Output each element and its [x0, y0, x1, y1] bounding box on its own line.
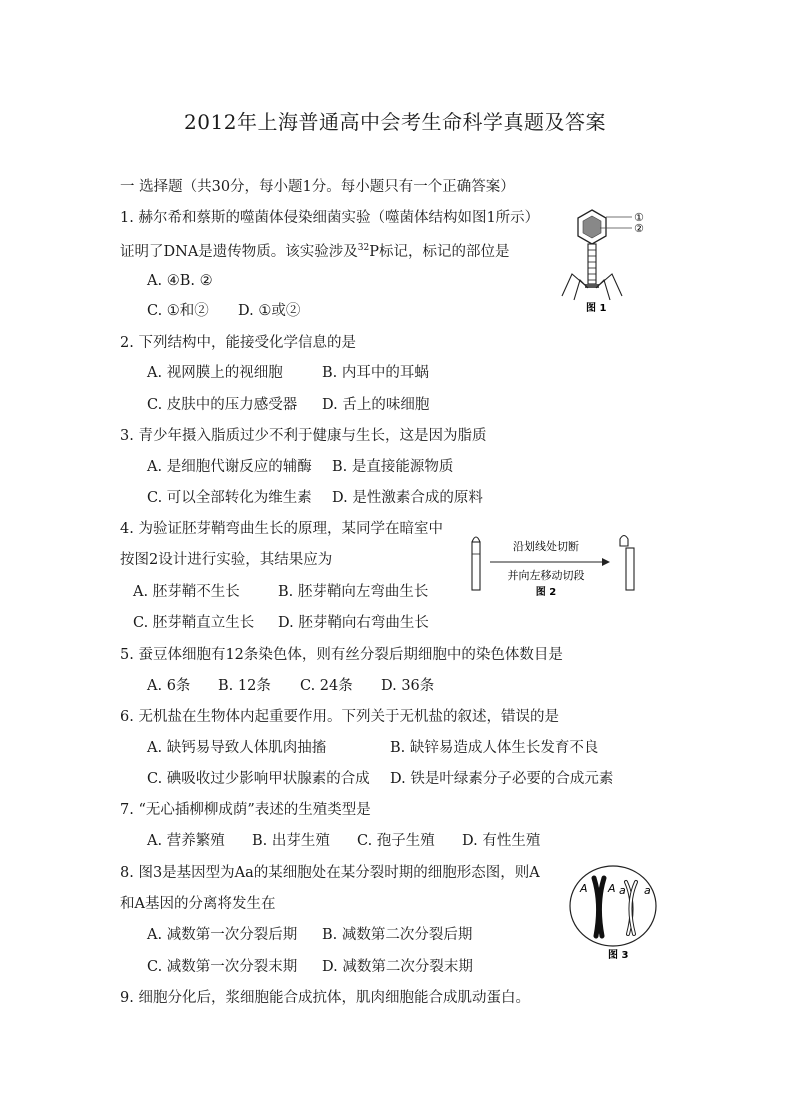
q8-option-d: D. 减数第二次分裂末期: [322, 959, 473, 975]
q3-option-d: D. 是性激素合成的原料: [332, 490, 483, 506]
q6-option-b: B. 缺锌易造成人体生长发育不良: [390, 740, 599, 756]
q9-stem: 9. 细胞分化后，浆细胞能合成抗体，肌肉细胞能合成肌动蛋白。: [120, 990, 530, 1006]
q7-option-b: B. 出芽生殖: [252, 833, 330, 849]
q1-isotope-superscript: 32: [357, 243, 370, 253]
q4-stem-line2: 按图2设计进行实验，其结果应为: [120, 552, 333, 568]
figure-3-gene-a-left: a: [619, 884, 626, 897]
page-title: 2012年上海普通高中会考生命科学真题及答案: [184, 110, 606, 134]
figure-2-caption: 图 2: [535, 587, 557, 598]
q1-stem-part2: P标记，标记的部位是: [369, 243, 510, 260]
figure-3-caption: 图 3: [608, 950, 629, 961]
figure-2-coleoptile: [462, 528, 646, 600]
q1-stem-part1: 证明了DNA是遗传物质。该实验涉及: [120, 243, 358, 260]
q7-option-c: C. 孢子生殖: [357, 833, 435, 849]
q3-option-a: A. 是细胞代谢反应的辅酶: [147, 459, 312, 475]
q1-option-c: C. ①和②: [147, 303, 209, 319]
q2-stem: 2. 下列结构中，能接受化学信息的是: [120, 335, 356, 351]
q2-option-a: A. 视网膜上的视细胞: [147, 365, 283, 381]
q5-option-b: B. 12条: [218, 678, 271, 694]
q3-option-b: B. 是直接能源物质: [332, 459, 454, 475]
q4-option-d: D. 胚芽鞘向右弯曲生长: [278, 615, 429, 631]
figure-1-label-2: ②: [634, 222, 644, 235]
q4-stem-line1: 4. 为验证胚芽鞘弯曲生长的原理，某同学在暗室中: [120, 521, 443, 537]
q3-stem: 3. 青少年摄入脂质过少不利于健康与生长，这是因为脂质: [120, 428, 487, 444]
q1-option-a: A. ④B. ②: [147, 273, 213, 289]
q2-option-b: B. 内耳中的耳蜗: [322, 365, 429, 381]
figure-2-text-top: 沿划线处切断: [513, 540, 579, 553]
coleoptile-tip-icon: [472, 537, 480, 542]
q6-option-c: C. 碘吸收过少影响甲状腺素的合成: [147, 771, 370, 787]
phage-fiber-icon: [562, 274, 586, 296]
q1-stem-line2: [120, 238, 510, 262]
q8-stem-line1: 8. 图3是基因型为Aa的某细胞处在某分裂时期的细胞形态图，则A: [120, 865, 540, 881]
q4-option-c: C. 胚芽鞘直立生长: [133, 615, 255, 631]
cell-membrane-icon: [570, 866, 656, 946]
q1-stem-line1: 1. 赫尔希和蔡斯的噬菌体侵染细菌实验（噬菌体结构如图1所示）: [120, 210, 540, 226]
q3-option-c: C. 可以全部转化为维生素: [147, 490, 312, 506]
q5-option-c: C. 24条: [300, 678, 353, 694]
q7-stem: 7. “无心插柳柳成荫”表述的生殖类型是: [120, 802, 371, 818]
figure-1-label-1: ①: [634, 211, 644, 224]
q6-option-d: D. 铁是叶绿素分子必要的合成元素: [390, 771, 614, 787]
q6-option-a: A. 缺钙易导致人体肌肉抽搐: [147, 740, 327, 756]
q7-option-a: A. 营养繁殖: [147, 833, 225, 849]
q8-option-c: C. 减数第一次分裂末期: [147, 959, 298, 975]
figure-2-text-bottom: 并向左移动切段: [507, 569, 585, 582]
q2-option-c: C. 皮肤中的压力感受器: [147, 397, 298, 413]
figure-3-gene-A-left: A: [580, 882, 588, 895]
q2-option-d: D. 舌上的味细胞: [322, 397, 430, 413]
q5-stem: 5. 蚕豆体细胞有12条染色体，则有丝分裂后期细胞中的染色体数目是: [120, 647, 563, 663]
q4-option-b: B. 胚芽鞘向左弯曲生长: [278, 584, 429, 600]
figure-1-phage: [556, 204, 652, 316]
figure-3-cell: [566, 864, 662, 964]
section-heading: 一 选择题（共30分，每小题1分。每小题只有一个正确答案）: [120, 179, 515, 195]
q8-stem-line2: 和A基因的分离将发生在: [120, 896, 276, 912]
figure-1-caption: 图 1: [586, 303, 607, 314]
q8-option-a: A. 减数第一次分裂后期: [147, 927, 298, 943]
coleoptile-left-icon: [472, 542, 480, 590]
q5-option-d: D. 36条: [381, 678, 435, 694]
q7-option-d: D. 有性生殖: [462, 833, 541, 849]
q1-option-d: D. ①或②: [238, 303, 301, 319]
q5-option-a: A. 6条: [147, 678, 191, 694]
coleoptile-cap-icon: [620, 536, 628, 547]
q4-option-a: A. 胚芽鞘不生长: [133, 584, 240, 600]
figure-3-gene-a-right: a: [644, 884, 651, 897]
coleoptile-right-icon: [626, 548, 634, 590]
q6-stem: 6. 无机盐在生物体内起重要作用。下列关于无机盐的叙述，错误的是: [120, 709, 559, 725]
figure-3-gene-A-right: A: [608, 882, 616, 895]
phage-dna-icon: [583, 216, 601, 238]
q8-option-b: B. 减数第二次分裂后期: [322, 927, 473, 943]
